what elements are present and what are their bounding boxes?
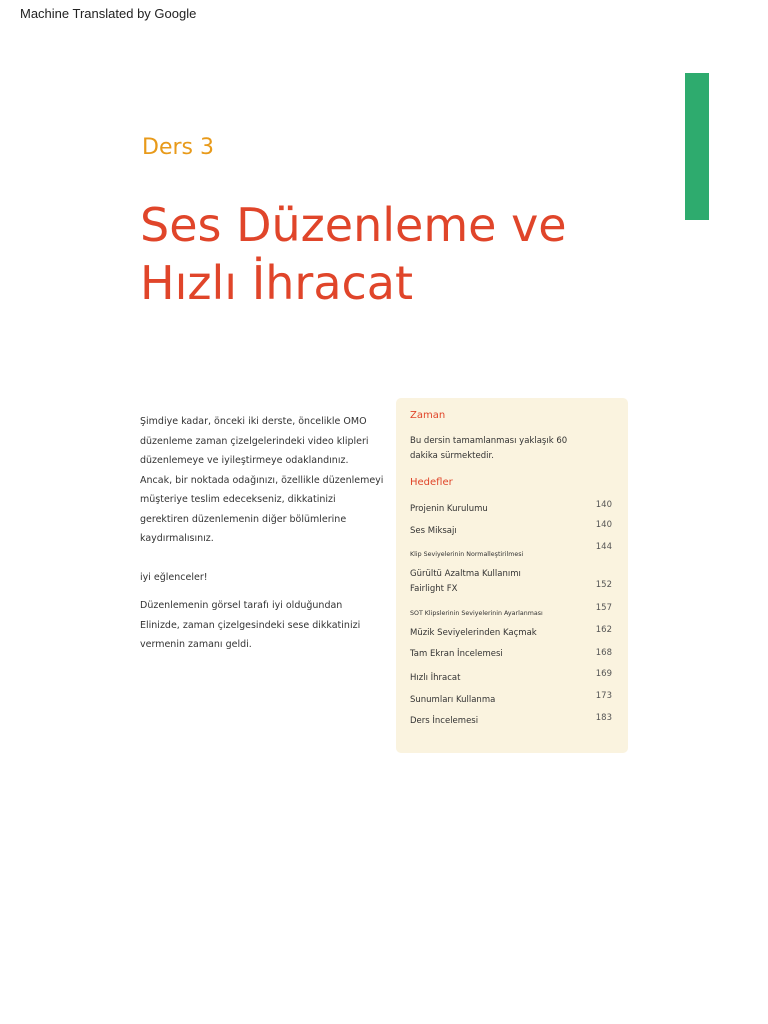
intro-line: düzenlemeye ve iyileştirmeye odaklandınız. [140,455,349,466]
title-line: Ses Düzenleme ve [140,198,567,252]
intro-line: müşteriye teslim edecekseniz, dikkatinizi [140,494,336,505]
objective-page: 152 [595,580,612,590]
objective-item [410,567,612,597]
intro-enjoy: iyi eğlenceler! [140,572,208,583]
intro-paragraph [140,596,390,655]
objective-page: 169 [595,669,612,679]
objective-label: Ders İncelemesi [410,716,479,726]
objective-page: 140 [595,500,612,510]
objective-label: Hızlı İhracat [410,673,461,683]
objective-item [410,714,612,730]
title-line: Hızlı İhracat [140,256,414,310]
objective-item [410,522,612,538]
objective-label: Tam Ekran İncelemesi [410,649,503,659]
objective-label: Fairlight FX [410,584,458,594]
intro-line: vermenin zamanı geldi. [140,639,252,650]
intro-paragraph [140,412,390,549]
intro-line: Ancak, bir noktada odağınızı, özellikle düzenlemeyi [140,474,384,486]
intro-line: düzenleme zaman çizelgelerindeki video klipleri [140,435,369,447]
time-line: Bu dersin tamamlanması yaklaşık 60 [410,436,568,446]
time-description [410,434,580,464]
lesson-title [140,196,567,312]
objective-item [410,500,612,516]
intro-line: Düzenlemenin görsel tarafı iyi olduğundan [140,600,343,611]
lesson-number: Ders 3 [142,135,214,160]
objective-page: 144 [595,542,612,552]
objective-page: 168 [595,648,612,658]
objective-page: 183 [595,713,612,723]
objective-page: 157 [595,603,612,613]
objective-item [410,604,612,620]
objective-item [410,693,612,709]
chapter-tab-marker [685,73,709,220]
objective-item [410,544,612,560]
objective-page: 173 [595,691,612,701]
objective-page: 162 [595,625,612,635]
objective-label: Projenin Kurulumu [410,504,488,514]
objective-label: Sunumları Kullanma [410,695,496,705]
objective-item [410,626,612,642]
objective-item [410,647,612,663]
objective-label: SOT Klipslerinin Seviyelerinin Ayarlanması [410,610,543,617]
objective-label: Klip Seviyelerinin Normalleştirilmesi [410,551,524,558]
intro-line: gerektiren düzenlemenin diğer bölümlerine [140,513,347,525]
intro-line: Şimdiye kadar, önceki iki derste, öncelikle OMO [140,416,367,427]
time-line: dakika sürmektedir. [410,451,494,461]
objective-label: Müzik Seviyelerinden Kaçmak [410,628,537,638]
goals-heading: Hedefler [410,477,453,488]
time-heading: Zaman [410,410,446,421]
objective-label: Gürültü Azaltma Kullanımı [410,569,521,579]
objective-label: Ses Miksajı [410,526,457,536]
lesson-sidebar [396,398,628,753]
objective-item [410,671,612,687]
intro-line: Elinizde, zaman çizelgesindeki sese dikkatinizi [140,619,361,631]
intro-line: kaydırmalısınız. [140,533,214,544]
machine-translation-banner: Machine Translated by Google [20,6,197,21]
objective-page: 140 [595,520,612,530]
